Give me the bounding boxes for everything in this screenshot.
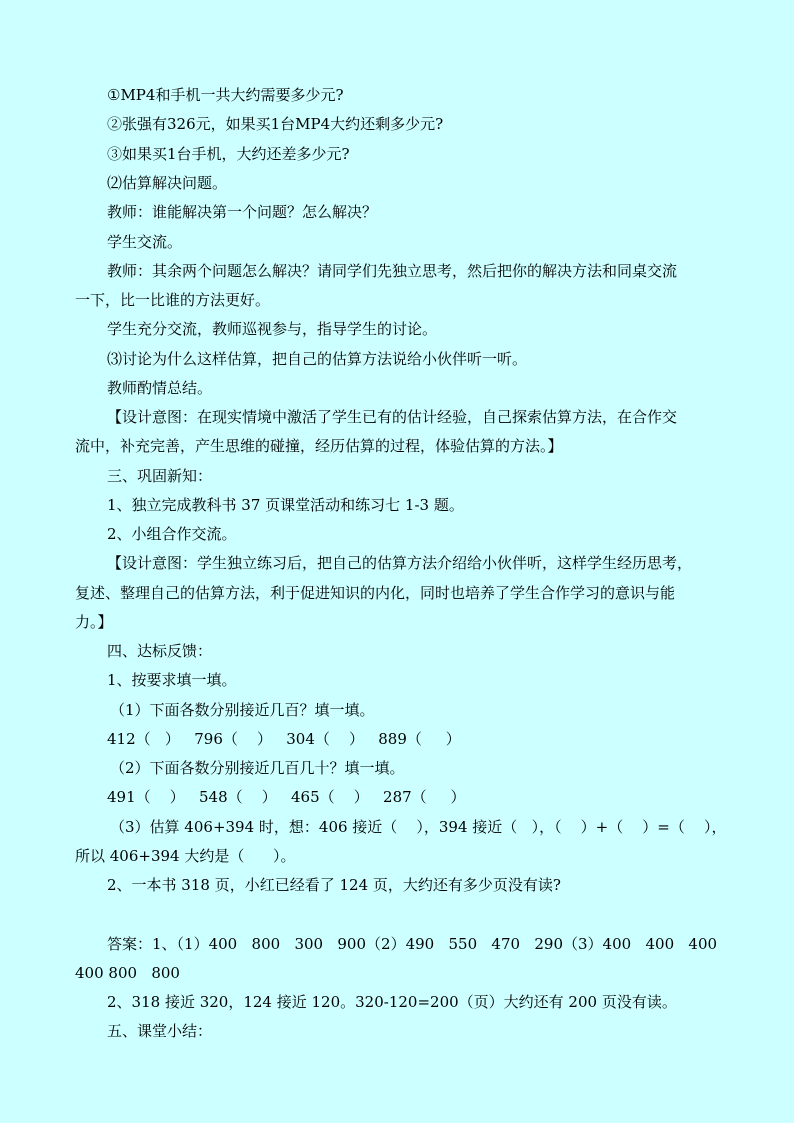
exercise-blanks: 491（ ） 548（ ） 465（ ） 287（ ） — [107, 788, 466, 806]
section-heading: 五、课堂小结： — [107, 1022, 213, 1040]
paragraph-continuation: 一下，比一比谁的方法更好。 — [75, 291, 271, 309]
design-intent-note: 【设计意图：学生独立练习后，把自己的估算方法介绍给小伙伴听，这样学生经历思考， — [107, 554, 693, 572]
step-3-heading: ⑶讨论为什么这样估算，把自己的估算方法说给小伙伴听一听。 — [107, 350, 528, 368]
exercise-item-continuation: 所以 406+394 大约是（ ）。 — [75, 847, 296, 865]
paragraph: 学生交流。 — [107, 233, 183, 251]
design-intent-note: 【设计意图：在现实情境中激活了学生已有的估计经验，自己探索估算方法，在合作交 — [107, 408, 678, 426]
exercise-item: （1）下面各数分别接近几百？填一填。 — [110, 701, 375, 719]
design-intent-note-continuation: 复述、整理自己的估算方法，利于促进知识的内化，同时也培养了学生合作学习的意识与能 — [75, 584, 676, 602]
answer-key: 2、318 接近 320，124 接近 120。320-120=200（页）大约还有 200 页没有读。 — [107, 993, 677, 1011]
answer-key-continuation: 400 800 800 — [75, 964, 180, 982]
exercise-item: （3）估算 406+394 时，想：406 接近（ ），394 接近（ ），（ ）+（ ）=（ ）， — [110, 818, 727, 836]
paragraph: 教师酌情总结。 — [107, 379, 213, 397]
step-2-heading: ⑵估算解决问题。 — [107, 174, 228, 192]
question-3: ③如果买1台手机，大约还差多少元? — [107, 145, 350, 163]
paragraph: 2、小组合作交流。 — [107, 525, 237, 543]
section-heading: 四、达标反馈： — [107, 642, 213, 660]
answer-key: 答案：1、（1）400 800 300 900（2）490 550 470 290（3）400 400 400 — [107, 935, 718, 953]
section-heading: 三、巩固新知： — [107, 467, 213, 485]
exercise-item: （2）下面各数分别接近几百几十？填一填。 — [110, 759, 405, 777]
paragraph: 教师：其余两个问题怎么解决？请同学们先独立思考，然后把你的解决方法和同桌交流 — [107, 262, 678, 280]
paragraph: 1、独立完成教科书 37 页课堂活动和练习七 1-3 题。 — [107, 496, 464, 514]
exercise-heading: 1、按要求填一填。 — [107, 671, 237, 689]
question-1: ①MP4和手机一共大约需要多少元? — [107, 86, 344, 104]
exercise-heading: 2、一本书 318 页，小红已经看了 124 页，大约还有多少页没有读? — [107, 876, 561, 894]
paragraph: 学生充分交流，教师巡视参与，指导学生的讨论。 — [107, 320, 438, 338]
exercise-blanks: 412（ ） 796（ ） 304（ ） 889（ ） — [107, 730, 461, 748]
paragraph: 教师：谁能解决第一个问题？怎么解决？ — [107, 203, 378, 221]
design-intent-note-continuation: 力。】 — [75, 613, 113, 631]
question-2: ②张强有326元，如果买1台MP4大约还剩多少元? — [107, 115, 444, 133]
design-intent-note-continuation: 流中，补充完善，产生思维的碰撞，经历估算的过程，体验估算的方法。】 — [75, 437, 563, 455]
